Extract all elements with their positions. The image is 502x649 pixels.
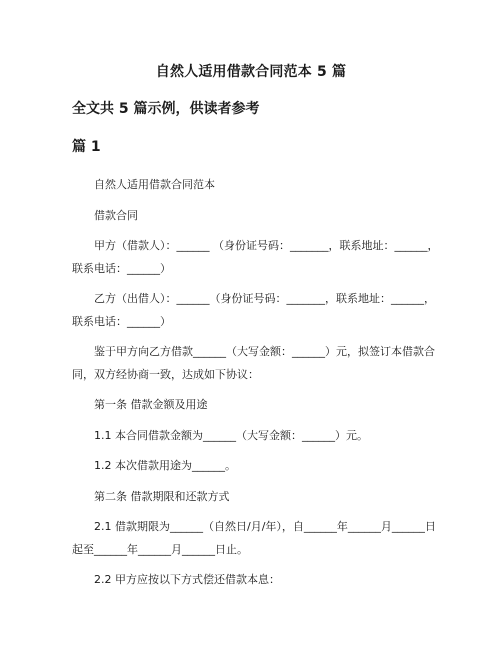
document-subtitle: 全文共 5 篇示例，供读者参考 <box>72 101 260 117</box>
document-title: 自然人适用借款合同范本 5 篇 <box>155 64 347 80</box>
paragraph-article-1-heading: 第一条 借款金额及用途 <box>94 398 208 411</box>
paragraph-party-b: 乙方（出借人）：______（身份证号码：_______，联系地址：______，联系电话：______） <box>72 292 435 328</box>
paragraph-clause-1-1: 1.1 本合同借款金额为______（大写金额：______）元。 <box>94 428 368 442</box>
contract-body <box>72 174 442 600</box>
paragraph-clause-2-1: 2.1 借款期限为______（自然日/月/年），自______年______月______日起至______年______月______日止。 <box>72 520 436 556</box>
paragraph-party-a: 甲方（借款人）：______ （身份证号码：_______，联系地址：______，联系电话：______） <box>72 239 439 275</box>
paragraph-contract-heading: 借款合同 <box>94 208 138 222</box>
paragraph-preamble: 鉴于甲方向乙方借款______（大写金额：______）元，拟签订本借款合同，双方经协商一致，达成如下协议： <box>72 345 435 381</box>
paragraph-article-2-heading: 第二条 借款期限和还款方式 <box>94 489 230 503</box>
paragraph-contract-template-title: 自然人适用借款合同范本 <box>94 178 215 191</box>
paragraph-clause-1-2: 1.2 本次借款用途为______。 <box>94 459 236 472</box>
section-heading: 篇 1 <box>72 139 101 155</box>
paragraph-clause-2-2: 2.2 甲方应按以下方式偿还借款本息： <box>94 573 280 586</box>
